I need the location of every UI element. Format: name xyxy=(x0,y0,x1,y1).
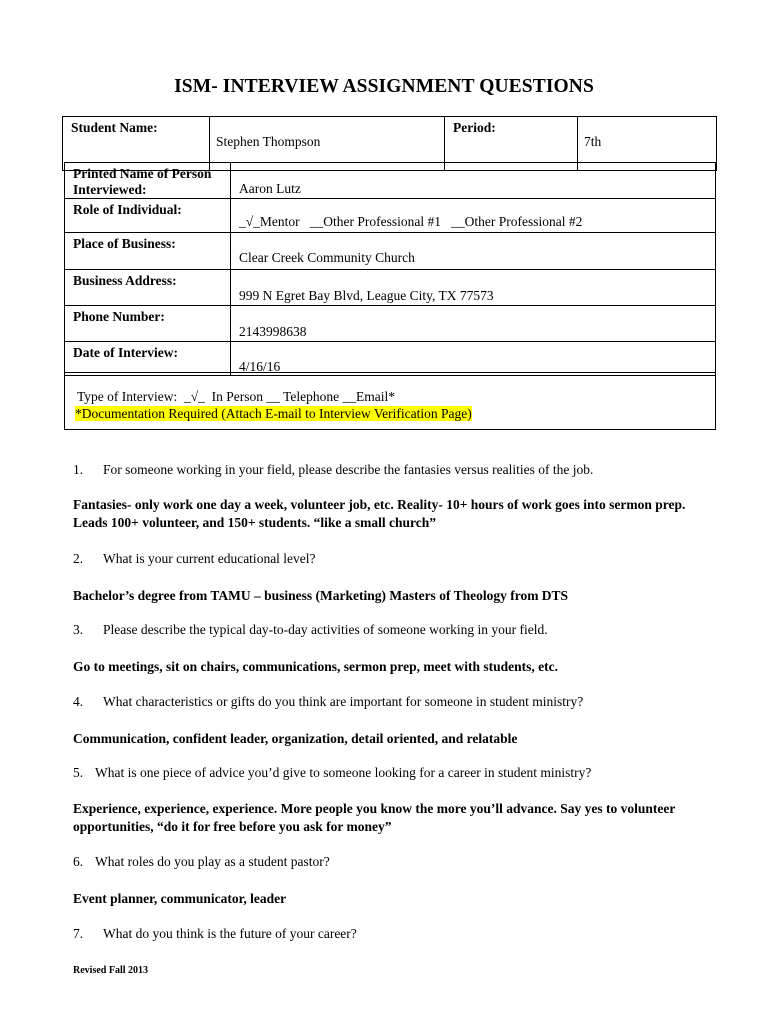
phone-value: 2143998638 xyxy=(239,324,307,339)
interviewee-name-value: Aaron Lutz xyxy=(239,181,301,196)
answer-1: Fantasies- only work one day a week, volunteer job, etc. Reality- 10+ hours of work goes into sermon prep. Leads 100+ volunteer, and 150+ students. “like a small church” xyxy=(73,497,686,530)
question-1: 1. For someone working in your field, please describe the fantasies versus realities of the job. xyxy=(73,462,594,477)
interviewee-name-value-cell xyxy=(231,163,716,199)
date-value: 4/16/16 xyxy=(239,359,281,374)
address-value: 999 N Egret Bay Blvd, League City, TX 77573 xyxy=(239,288,494,303)
role-label: Role of Individual: xyxy=(65,199,231,233)
question-7: 7. What do you think is the future of your career? xyxy=(73,926,357,941)
place-label: Place of Business: xyxy=(65,233,231,270)
role-value: _√_Mentor __Other Professional #1 __Other Professional #2 xyxy=(239,214,583,229)
phone-value-cell xyxy=(231,306,716,342)
question-3: 3. Please describe the typical day-to-day activities of someone working in your field. xyxy=(73,622,548,637)
address-value-cell xyxy=(231,270,716,306)
period-value: 7th xyxy=(584,134,602,149)
date-label: Date of Interview: xyxy=(65,342,231,376)
question-6: 6. What roles do you play as a student pastor? xyxy=(73,854,330,869)
interviewee-name-label: Printed Name of Person Interviewed: xyxy=(65,163,231,199)
document-title: ISM- INTERVIEW ASSIGNMENT QUESTIONS xyxy=(174,76,594,97)
question-5: 5. What is one piece of advice you’d give to someone looking for a career in student ministry? xyxy=(73,765,592,780)
question-4: 4. What characteristics or gifts do you think are important for someone in student ministry? xyxy=(73,694,584,709)
question-2: 2. What is your current educational level? xyxy=(73,551,316,566)
answer-2: Bachelor’s degree from TAMU – business (Marketing) Masters of Theology from DTS xyxy=(73,588,569,603)
answer-3: Go to meetings, sit on chairs, communications, sermon prep, meet with students, etc. xyxy=(73,659,558,674)
date-value-cell xyxy=(231,342,716,376)
place-value-cell xyxy=(231,233,716,270)
answer-4: Communication, confident leader, organization, detail oriented, and relatable xyxy=(73,731,518,746)
address-label: Business Address: xyxy=(65,270,231,306)
role-value-cell xyxy=(231,199,716,233)
documentation-note: *Documentation Required (Attach E-mail to Interview Verification Page) xyxy=(75,406,472,421)
student-name-label: Student Name: xyxy=(71,120,158,135)
period-label: Period: xyxy=(453,120,496,135)
answer-5: Experience, experience, experience. More people you know the more you’ll advance. Say yes to volunteer opportunities, “do it for free before you ask for money” xyxy=(73,801,676,834)
student-name-value: Stephen Thompson xyxy=(216,134,321,149)
revision-footer: Revised Fall 2013 xyxy=(73,965,148,976)
phone-label: Phone Number: xyxy=(65,306,231,342)
interview-type-line: Type of Interview: _√_ In Person __ Telephone __Email* xyxy=(77,389,395,404)
interview-type-box xyxy=(64,372,716,430)
place-value: Clear Creek Community Church xyxy=(239,250,415,265)
answer-6: Event planner, communicator, leader xyxy=(73,891,287,906)
interview-details-table xyxy=(64,162,716,376)
